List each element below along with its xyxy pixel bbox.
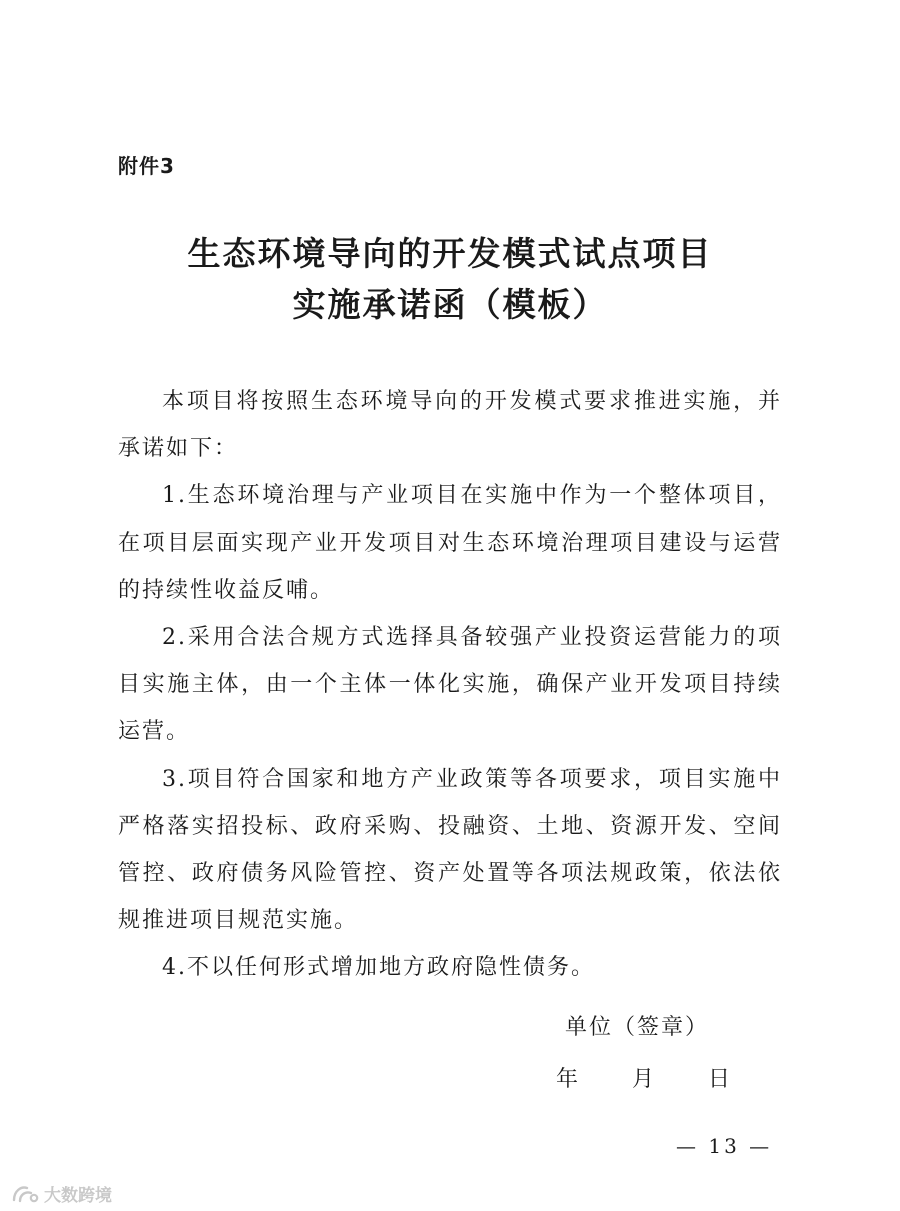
paragraph-item-3: 3.项目符合国家和地方产业政策等各项要求，项目实施中严格落实招投标、政府采购、投融资、土地、资源开发、空间管控、政府债务风险管控、资产处置等各项法规政策，依法依规推进项目规范实施。	[118, 766, 782, 934]
watermark-text: 大数跨境	[44, 1186, 112, 1206]
date-day-label: 日	[708, 1067, 731, 1092]
document-title-line-2: 实施承诺函（模板）	[292, 285, 608, 324]
page-number: — 13 —	[676, 1134, 773, 1158]
date-line	[556, 1062, 784, 1093]
paragraph-item-4: 4.不以任何形式增加地方政府隐性债务。	[162, 955, 595, 981]
document-title-line-1: 生态环境导向的开发模式试点项目	[187, 234, 713, 273]
watermark	[10, 1181, 112, 1206]
date-year-label: 年	[556, 1067, 579, 1092]
brand-logo-icon	[10, 1183, 40, 1205]
date-month-label: 月	[632, 1067, 655, 1092]
document-body	[118, 378, 782, 992]
signature-label: 单位（签章）	[565, 1015, 710, 1040]
attachment-label: 附件3	[118, 154, 175, 178]
paragraph-item-1: 1.生态环境治理与产业项目在实施中作为一个整体项目，在项目层面实现产业开发项目对生态环境治理项目建设与运营的持续性收益反哺。	[118, 483, 782, 603]
paragraph-intro: 本项目将按照生态环境导向的开发模式要求推进实施，并承诺如下：	[118, 389, 782, 462]
paragraph-item-2: 2.采用合法合规方式选择具备较强产业投资运营能力的项目实施主体，由一个主体一体化实施，确保产业开发项目持续运营。	[118, 625, 782, 745]
